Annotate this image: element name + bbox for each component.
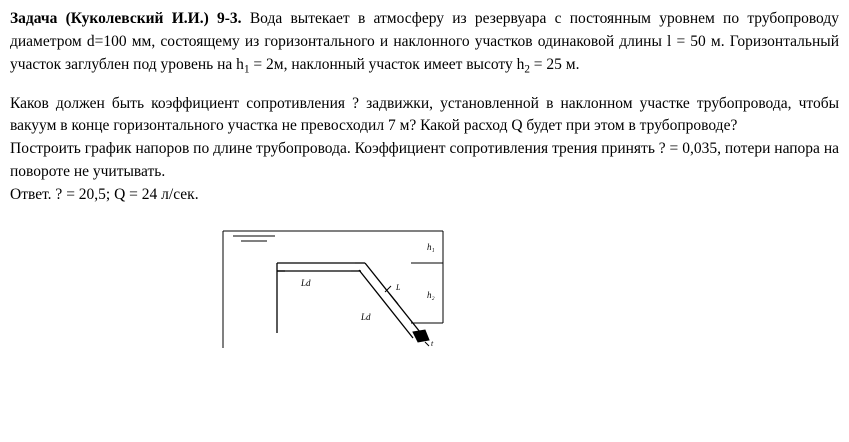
label-h2: h₂ xyxy=(426,290,435,301)
h2-subscript: 2 xyxy=(524,63,530,76)
problem-statement-paragraph xyxy=(10,8,839,78)
paragraph-spacer xyxy=(10,78,839,93)
water-surface-lines xyxy=(223,231,443,348)
question-one-paragraph: Каков должен быть коэффициент сопротивления ? задвижки, установленной в наклонном участке трубопровода, чтобы вакуум в конце горизонтального участка не превосходил 7 м? Какой расход Q будет при этом в трубопроводе? xyxy=(10,94,839,135)
problem-statement-text-3: = 25 м. xyxy=(529,55,580,73)
problem-statement-text-2: = 2м, наклонный участок имеет высоту h xyxy=(249,55,525,73)
question-two-paragraph: Построить график напоров по длине трубопровода. Коэффициент сопротивления трения принять ? = 0,035, потери напора на повороте не учитывать. xyxy=(10,140,839,180)
h1-subscript: 1 xyxy=(243,63,250,76)
label-outlet: t xyxy=(430,339,433,349)
label-h1: h₁ xyxy=(426,242,435,253)
problem-statement-text-1: Вода вытекает в атмосферу из резервуара с постоянным уровнем по трубопроводу диаметром d=100 мм, состоящему из горизонтального и наклонного участков одинаковой длины l = 50 м. Горизонтальный участок заглублен под уровень на h xyxy=(10,10,839,73)
pipe-bend xyxy=(351,263,365,271)
inclined-pipe xyxy=(359,263,420,338)
problem-heading: Задача (Куколевский И.И.) 9-3. xyxy=(10,10,242,27)
outlet-nozzle xyxy=(413,330,429,346)
figure-container xyxy=(10,220,839,348)
pipeline-diagram xyxy=(215,220,635,348)
horizontal-pipe xyxy=(277,263,355,333)
answer-paragraph: Ответ. ? = 20,5; Q = 24 л/сек. xyxy=(10,185,199,203)
label-l-right: Ld xyxy=(360,312,371,323)
label-l-left: Ld xyxy=(300,278,311,289)
label-valve: L xyxy=(395,283,400,293)
